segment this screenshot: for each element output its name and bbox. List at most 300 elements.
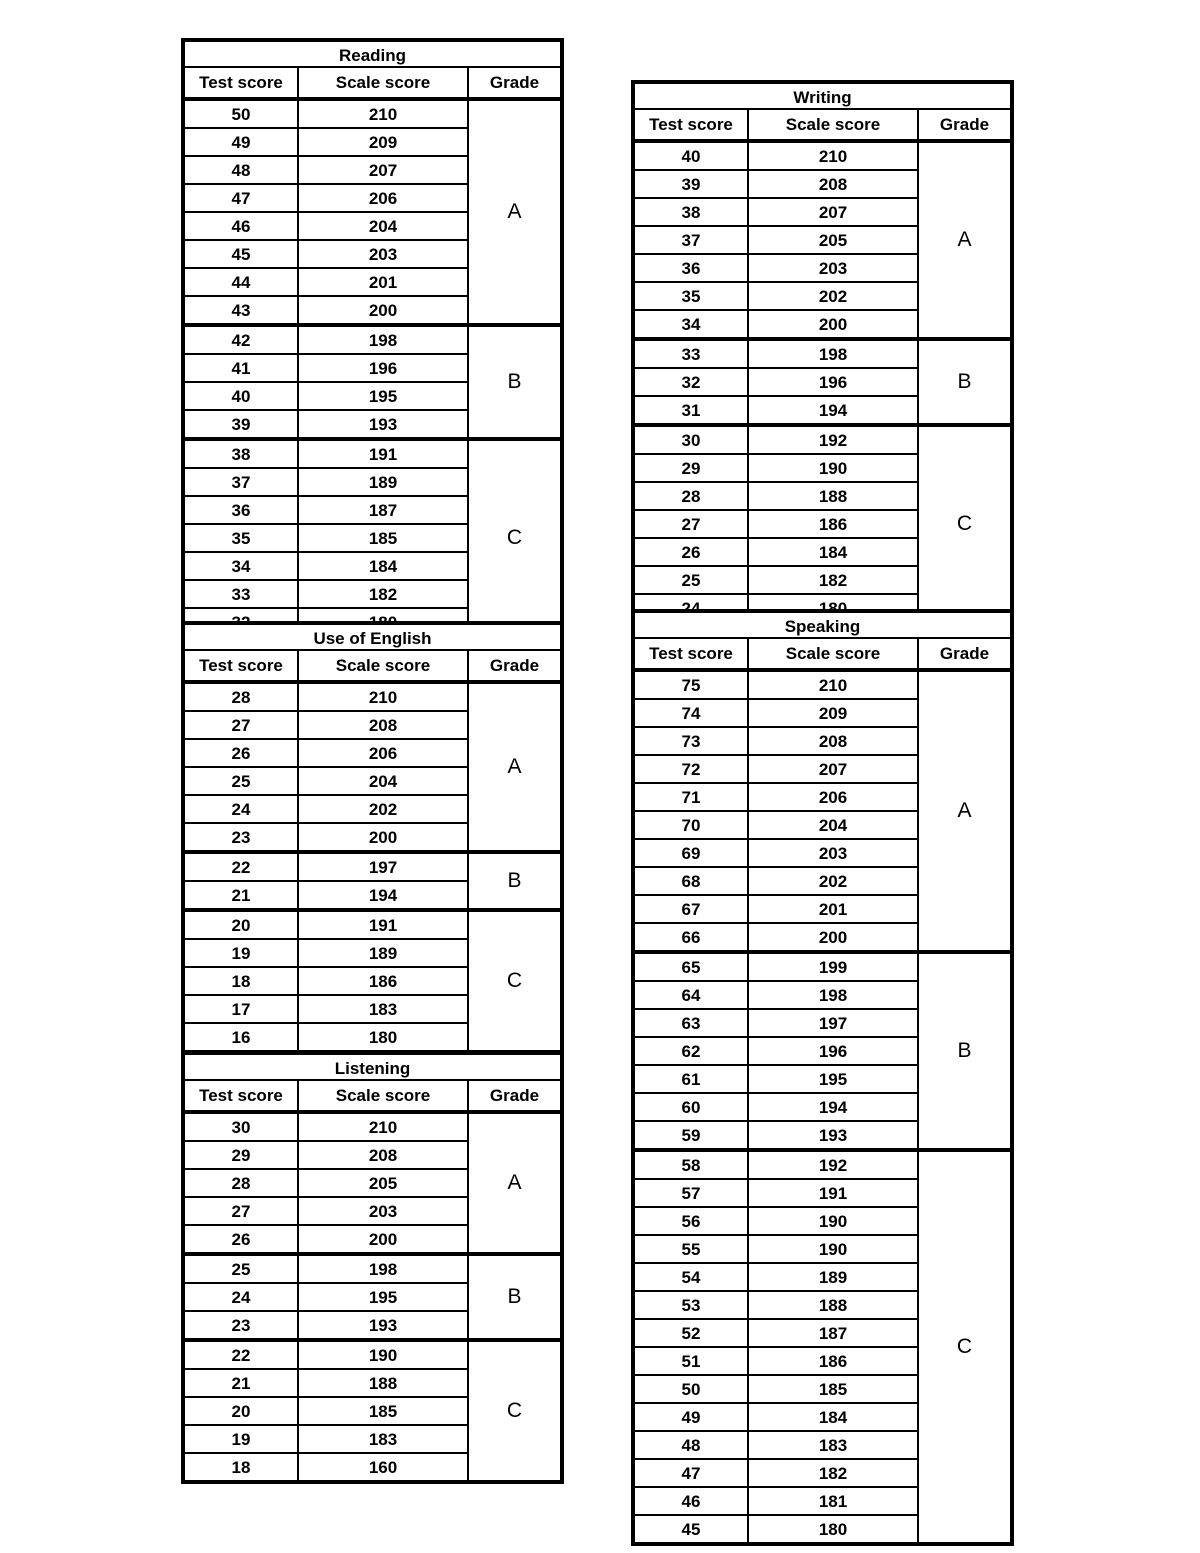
scale-score-cell: 188 [749,1292,919,1318]
scale-score-cell: 183 [299,996,469,1022]
test-score-cell: 60 [635,1094,749,1120]
test-score-cell: 39 [635,171,749,197]
test-score-cell: 43 [185,297,299,323]
header-scale-score: Scale score [749,110,919,139]
table-row [185,912,469,938]
test-score-cell: 28 [185,1170,299,1196]
test-score-cell: 36 [635,255,749,281]
test-score-cell: 74 [635,700,749,726]
table-row [635,309,919,337]
scale-score-cell: 198 [299,327,469,353]
table-row [185,183,469,211]
test-score-cell: 34 [185,553,299,579]
table-row [185,1256,469,1282]
scale-score-cell: 193 [299,1312,469,1338]
listening-table [181,1051,564,1484]
test-score-cell: 53 [635,1292,749,1318]
table-row [635,1458,919,1486]
table-row [185,766,469,794]
table-row [635,1346,919,1374]
table-row [635,453,919,481]
table-row [635,341,919,367]
grade-cell: B [507,869,522,892]
test-score-cell: 61 [635,1066,749,1092]
scale-score-cell: 188 [749,483,919,509]
test-score-cell: 16 [185,1024,299,1050]
test-score-cell: 58 [635,1152,749,1178]
scale-score-cell: 207 [299,157,469,183]
table-row [635,1092,919,1120]
test-score-cell: 27 [185,1198,299,1224]
table-row [185,441,469,467]
scale-score-cell: 193 [299,411,469,437]
test-score-cell: 47 [185,185,299,211]
header-scale-score: Scale score [299,651,469,680]
table-row [635,894,919,922]
test-score-cell: 45 [185,241,299,267]
grade-group [635,337,1010,423]
test-score-cell: 70 [635,812,749,838]
grade-cell: B [507,1285,522,1308]
grade-cell: A [507,1171,522,1194]
test-score-cell: 59 [635,1122,749,1148]
table-row [185,1368,469,1396]
scale-score-cell: 206 [299,740,469,766]
scale-score-cell: 203 [299,1198,469,1224]
test-score-cell: 23 [185,1312,299,1338]
grade-cell: C [506,1399,523,1422]
grade-cell: A [957,228,972,251]
test-score-cell: 29 [185,1142,299,1168]
table-row [185,579,469,607]
scale-score-cell: 200 [749,311,919,337]
scale-score-cell: 198 [299,1256,469,1282]
group-rows [635,1152,919,1542]
group-rows [635,672,919,950]
test-score-cell: 18 [185,1454,299,1480]
grade-cell: A [957,799,972,822]
scale-score-cell: 191 [299,441,469,467]
test-score-cell: 20 [185,912,299,938]
test-score-cell: 54 [635,1264,749,1290]
table-row [635,754,919,782]
speaking-table [631,609,1014,1546]
grade-group [185,1114,560,1252]
scale-score-cell: 183 [749,1432,919,1458]
test-score-cell: 50 [635,1376,749,1402]
scale-score-cell: 182 [749,567,919,593]
grade-cell: B [957,370,972,393]
test-score-cell: 47 [635,1460,749,1486]
test-score-cell: 52 [635,1320,749,1346]
header-row [635,639,1010,672]
header-test-score: Test score [185,68,299,97]
scale-score-cell: 189 [299,940,469,966]
table-row [185,822,469,850]
test-score-cell: 48 [635,1432,749,1458]
table-row [635,1206,919,1234]
test-score-cell: 33 [635,341,749,367]
scale-score-cell: 191 [749,1180,919,1206]
table-row [635,1120,919,1148]
table-row [185,267,469,295]
table-row [185,409,469,437]
scale-score-cell: 190 [749,1236,919,1262]
table-row [185,1140,469,1168]
grade-group [635,950,1010,1148]
test-score-cell: 17 [185,996,299,1022]
group-rows [185,1114,469,1252]
table-row [185,1310,469,1338]
table-row [635,427,919,453]
table-row [635,565,919,593]
scale-score-cell: 207 [749,199,919,225]
scale-score-cell: 193 [749,1122,919,1148]
scale-score-cell: 160 [299,1454,469,1480]
scale-score-cell: 194 [749,397,919,423]
group-rows [185,684,469,850]
header-row [635,110,1010,143]
test-score-cell: 27 [635,511,749,537]
test-score-cell: 25 [185,768,299,794]
header-row [185,68,560,101]
header-scale-score: Scale score [299,1081,469,1110]
table-row [185,938,469,966]
table-row [635,1374,919,1402]
table-row [635,1008,919,1036]
scale-score-cell: 210 [299,1114,469,1140]
scale-score-cell: 196 [749,369,919,395]
table-row [185,794,469,822]
scale-score-cell: 201 [749,896,919,922]
table-row [635,1486,919,1514]
test-score-cell: 49 [185,129,299,155]
header-grade: Grade [939,115,990,134]
test-score-cell: 30 [185,1114,299,1140]
header-row [185,1081,560,1114]
test-score-cell: 35 [185,525,299,551]
scale-score-cell: 194 [749,1094,919,1120]
grade-group [185,323,560,437]
group-rows [185,854,469,908]
header-grade: Grade [489,1086,540,1105]
header-grade: Grade [489,656,540,675]
scale-score-cell: 188 [299,1370,469,1396]
table-row [635,509,919,537]
table-row [635,481,919,509]
test-score-cell: 71 [635,784,749,810]
table-row [635,954,919,980]
test-score-cell: 62 [635,1038,749,1064]
grade-cell: C [956,1335,973,1358]
table-row [185,239,469,267]
scale-score-cell: 189 [299,469,469,495]
test-score-cell: 63 [635,1010,749,1036]
test-score-cell: 24 [185,1284,299,1310]
test-score-cell: 41 [185,355,299,381]
table-row [635,143,919,169]
test-score-cell: 19 [185,1426,299,1452]
table-title: Writing [635,84,1010,110]
table-row [185,551,469,579]
scale-score-cell: 198 [749,982,919,1008]
table-row [185,155,469,183]
table-row [635,726,919,754]
scale-score-cell: 205 [749,227,919,253]
table-row [635,1318,919,1346]
header-scale-score: Scale score [749,639,919,668]
reading-table [181,38,564,639]
test-score-cell: 26 [185,740,299,766]
test-score-cell: 55 [635,1236,749,1262]
scale-score-cell: 199 [749,954,919,980]
scale-score-cell: 203 [299,241,469,267]
test-score-cell: 42 [185,327,299,353]
grade-group [185,1252,560,1338]
test-score-cell: 22 [185,854,299,880]
scale-score-cell: 209 [749,700,919,726]
scale-score-cell: 200 [299,1226,469,1252]
scale-score-cell: 182 [299,581,469,607]
test-score-cell: 65 [635,954,749,980]
test-score-cell: 72 [635,756,749,782]
scale-score-cell: 200 [299,824,469,850]
scale-score-cell: 206 [749,784,919,810]
test-score-cell: 56 [635,1208,749,1234]
table-row [635,537,919,565]
scale-score-cell: 189 [749,1264,919,1290]
grade-group [185,850,560,908]
scale-score-cell: 180 [749,1516,919,1542]
scale-score-cell: 210 [749,672,919,698]
group-rows [185,1342,469,1480]
test-score-cell: 23 [185,824,299,850]
group-rows [635,427,919,621]
scale-score-cell: 204 [299,768,469,794]
header-test-score: Test score [185,651,299,680]
test-score-cell: 46 [635,1488,749,1514]
table-title: Speaking [635,613,1010,639]
scale-score-cell: 184 [749,539,919,565]
group-rows [185,912,469,1050]
test-score-cell: 34 [635,311,749,337]
table-row [185,880,469,908]
test-score-cell: 37 [635,227,749,253]
grade-cell: A [507,755,522,778]
scale-score-cell: 184 [299,553,469,579]
table-row [635,1036,919,1064]
scale-score-cell: 186 [299,968,469,994]
group-rows [635,143,919,337]
test-score-cell: 38 [635,199,749,225]
test-score-cell: 51 [635,1348,749,1374]
table-row [635,367,919,395]
scale-score-cell: 205 [299,1170,469,1196]
group-rows [185,441,469,635]
group-rows [185,327,469,437]
scale-score-cell: 186 [749,1348,919,1374]
test-score-cell: 45 [635,1516,749,1542]
scale-score-cell: 208 [299,1142,469,1168]
test-score-cell: 21 [185,882,299,908]
scale-score-cell: 185 [749,1376,919,1402]
test-score-cell: 73 [635,728,749,754]
test-score-cell: 20 [185,1398,299,1424]
table-row [185,1282,469,1310]
table-row [635,698,919,726]
scale-score-cell: 202 [299,796,469,822]
grade-cell: A [507,200,522,223]
scale-score-cell: 195 [749,1066,919,1092]
table-row [185,710,469,738]
table-row [185,1224,469,1252]
test-score-cell: 31 [635,397,749,423]
table-row [185,1114,469,1140]
test-score-cell: 26 [185,1226,299,1252]
table-row [185,495,469,523]
grade-cell: C [956,512,973,535]
test-score-cell: 50 [185,101,299,127]
scale-score-cell: 202 [749,283,919,309]
grade-group [185,1338,560,1480]
table-row [635,980,919,1008]
scale-score-cell: 197 [749,1010,919,1036]
table-row [185,966,469,994]
test-score-cell: 44 [185,269,299,295]
test-score-cell: 40 [185,383,299,409]
grade-group [635,143,1010,337]
table-row [185,1168,469,1196]
table-row [635,782,919,810]
test-score-cell: 26 [635,539,749,565]
scale-score-cell: 203 [749,255,919,281]
test-score-cell: 46 [185,213,299,239]
test-score-cell: 39 [185,411,299,437]
table-row [185,1196,469,1224]
table-row [635,1402,919,1430]
scale-score-cell: 192 [749,427,919,453]
grade-group [185,908,560,1050]
table-row [635,1064,919,1092]
header-test-score: Test score [185,1081,299,1110]
test-score-cell: 68 [635,868,749,894]
table-row [635,169,919,197]
test-score-cell: 33 [185,581,299,607]
table-row [635,197,919,225]
scale-score-cell: 198 [749,341,919,367]
test-score-cell: 21 [185,1370,299,1396]
group-rows [635,954,919,1148]
grade-group [185,437,560,635]
scale-score-cell: 208 [749,171,919,197]
table-title: Reading [185,42,560,68]
table-row [185,127,469,155]
table-row [635,1178,919,1206]
test-score-cell: 25 [185,1256,299,1282]
table-row [185,211,469,239]
test-score-cell: 27 [185,712,299,738]
scale-score-cell: 200 [299,297,469,323]
scale-score-cell: 208 [749,728,919,754]
table-row [635,1234,919,1262]
table-row [185,994,469,1022]
table-row [185,101,469,127]
test-score-cell: 28 [185,684,299,710]
table-row [635,281,919,309]
table-row [635,253,919,281]
table-row [185,1342,469,1368]
test-score-cell: 49 [635,1404,749,1430]
table-row [185,381,469,409]
test-score-cell: 32 [635,369,749,395]
scale-score-cell: 196 [749,1038,919,1064]
test-score-cell: 48 [185,157,299,183]
group-rows [185,101,469,323]
grade-group [635,1148,1010,1542]
scale-score-cell: 210 [299,101,469,127]
scale-score-cell: 183 [299,1426,469,1452]
table-title: Use of English [185,625,560,651]
writing-table [631,80,1014,625]
table-row [185,684,469,710]
grade-cell: B [507,370,522,393]
scale-score-cell: 180 [299,1024,469,1050]
table-row [185,738,469,766]
scale-score-cell: 185 [299,525,469,551]
scale-score-cell: 210 [299,684,469,710]
header-test-score: Test score [635,110,749,139]
test-score-cell: 69 [635,840,749,866]
table-row [635,866,919,894]
scale-score-cell: 185 [299,1398,469,1424]
test-score-cell: 35 [635,283,749,309]
scale-score-cell: 200 [749,924,919,950]
table-row [635,1514,919,1542]
grade-group [635,423,1010,621]
scale-score-cell: 196 [299,355,469,381]
table-row [185,1424,469,1452]
scale-score-cell: 190 [749,455,919,481]
header-test-score: Test score [635,639,749,668]
table-row [635,1152,919,1178]
test-score-cell: 36 [185,497,299,523]
grade-cell: B [957,1039,972,1062]
scale-score-cell: 186 [749,511,919,537]
scale-score-cell: 201 [299,269,469,295]
scale-score-cell: 208 [299,712,469,738]
scale-score-cell: 192 [749,1152,919,1178]
table-row [185,1452,469,1480]
test-score-cell: 66 [635,924,749,950]
scale-score-cell: 207 [749,756,919,782]
test-score-cell: 75 [635,672,749,698]
test-score-cell: 40 [635,143,749,169]
table-row [185,327,469,353]
table-row [185,467,469,495]
scale-score-cell: 204 [749,812,919,838]
grade-group [185,101,560,323]
test-score-cell: 19 [185,940,299,966]
scale-score-cell: 187 [299,497,469,523]
test-score-cell: 24 [185,796,299,822]
test-score-cell: 22 [185,1342,299,1368]
scale-score-cell: 195 [299,383,469,409]
scale-score-cell: 187 [749,1320,919,1346]
table-title: Listening [185,1055,560,1081]
grade-cell: C [506,969,523,992]
table-row [635,1290,919,1318]
scale-score-cell: 203 [749,840,919,866]
